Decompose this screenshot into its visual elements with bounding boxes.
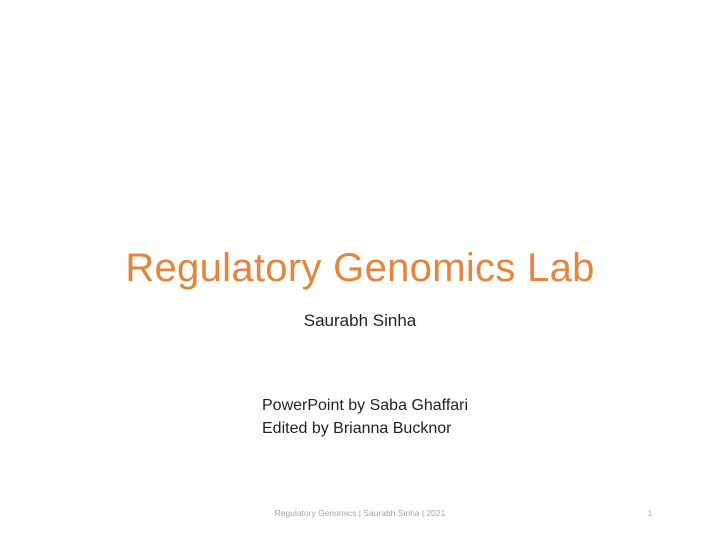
credits-block bbox=[262, 394, 662, 440]
author-name: Saurabh Sinha bbox=[303, 311, 417, 330]
slide-page-number: 1 bbox=[647, 508, 653, 518]
page-title: Regulatory Genomics Lab bbox=[125, 245, 595, 290]
slide-footer-text: Regulatory Genomics | Saurabh Sinha | 2021 bbox=[274, 508, 446, 518]
credits-line-powerpoint-by: PowerPoint by Saba Ghaffari bbox=[262, 397, 469, 414]
credits-line-edited-by: Edited by Brianna Bucknor bbox=[262, 420, 452, 438]
